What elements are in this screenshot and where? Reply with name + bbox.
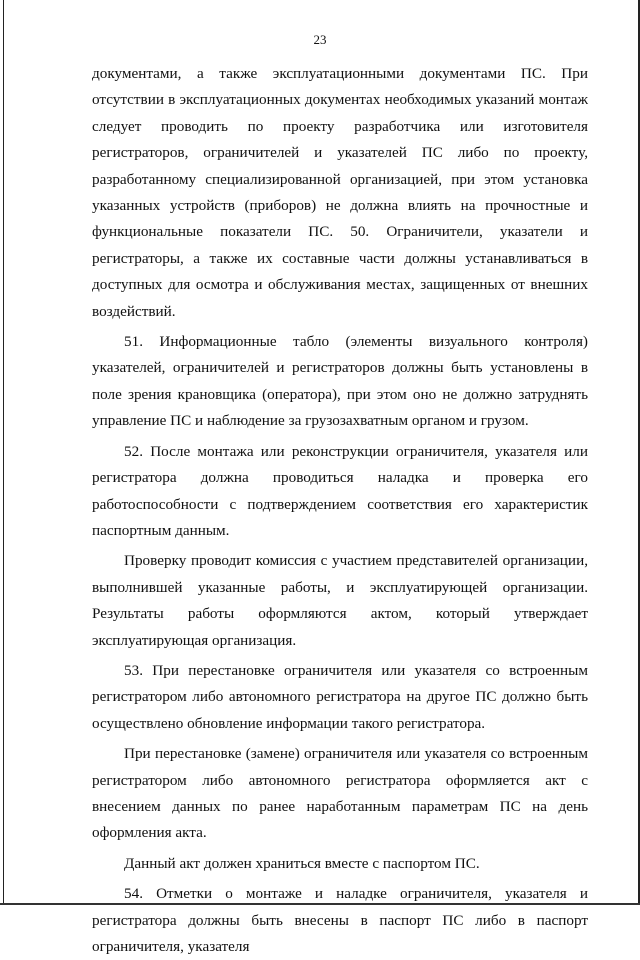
paragraph-replacement: При перестановке (замене) ограничителя или указателя со встроенным регистратором либо автономного регистратора оформляется акт с внесением данных по ранее наработанным параметрам ПС на день оформления акта. <box>92 745 588 842</box>
paragraph-53: 53. При перестановке ограничителя или указателя со встроенным регистратором либо автономного регистратора на другое ПС должно быть осуществлено обновление информации такого регистратора. <box>92 661 588 732</box>
paragraph-continuation: документами, а также эксплуатационными документами ПС. При отсутствии в эксплуатационных документах необходимых указаний монтаж следует проводить по проекту разработчика или изготовителя регистраторов, ограничителей и указателей ПС либо по проекту, разработанному специализированной организацией, при этом установка указанных устройств (приборов) не должна влиять на прочностные и функциональные показатели ПС. 50. Ограничители, указатели и регистраторы, а также их составные части должны устанавливаться в доступных для осмотра и обслуживания местах, защищенных от внешних воздействий. <box>92 65 588 320</box>
paragraph-verification: Проверку проводит комиссия с участием представителей организации, выполнившей указанные работы, и эксплуатирующей организации. Результаты работы оформляются актом, который утверждает эксплуатирующая организация. <box>92 552 588 649</box>
paragraph-52: 52. После монтажа или реконструкции ограничителя, указателя или регистратора должна проводиться наладка и проверка его работоспособности с подтверждением соответствия его характеристик паспортным данным. <box>92 442 588 539</box>
page-left-edge <box>3 0 4 905</box>
paragraph-54: 54. Отметки о монтаже и наладке ограничителя, указателя и регистратора должны быть внесены в паспорт ПС либо в паспорт ограничителя, указателя <box>92 885 588 955</box>
paragraph-51: 51. Информационные табло (элементы визуального контроля) указателей, ограничителей и регистраторов должны быть установлены в поле зрения крановщика (оператора), при этом оно не должно затруднять управление ПС и наблюдение за грузозахватным органом и грузом. <box>92 333 588 430</box>
document-body <box>92 61 588 960</box>
paragraph-act-storage: Данный акт должен храниться вместе с паспортом ПС. <box>124 854 480 872</box>
page-number: 23 <box>313 32 327 47</box>
